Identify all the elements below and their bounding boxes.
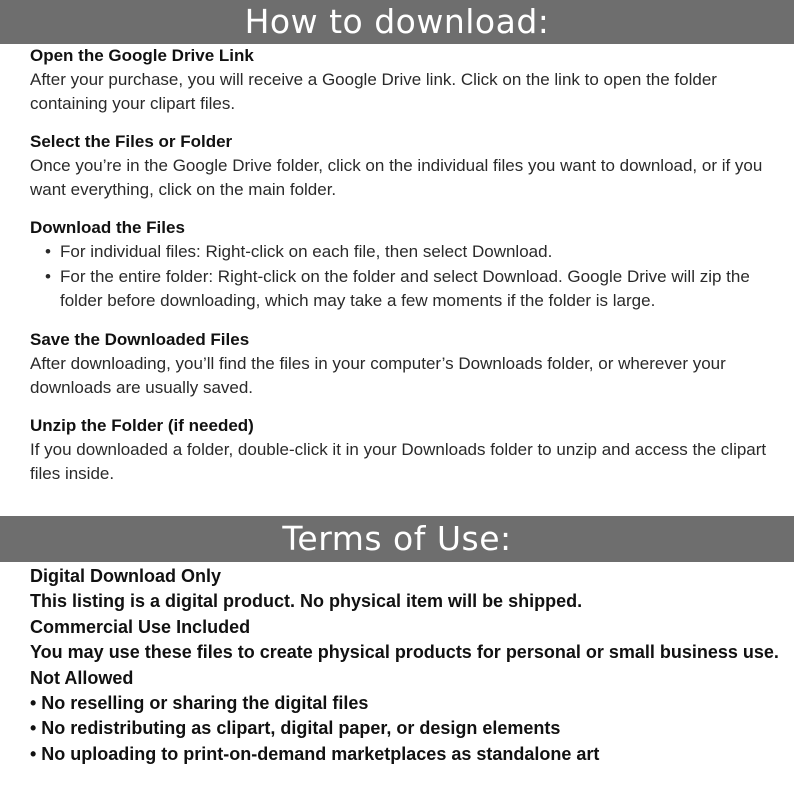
list-item — [30, 240, 780, 265]
how-to-download-title: How to download: — [244, 2, 550, 41]
terms-heading-not-allowed: Not Allowed — [30, 667, 134, 688]
step-text: If you downloaded a folder, double-click it in your Downloads folder to unzip and access the clipart files inside. — [30, 439, 767, 483]
terms-of-use-content — [30, 564, 780, 767]
terms-restriction-item: • No reselling or sharing the digital files — [30, 693, 369, 714]
terms-text-commercial-use: You may use these files to create physical products for personal or small business use. — [30, 642, 779, 663]
step-download-files — [30, 216, 780, 314]
step-save-files — [30, 328, 780, 400]
terms-text-digital-product: This listing is a digital product. No physical item will be shipped. — [30, 591, 583, 612]
terms-heading-digital-download: Digital Download Only — [30, 566, 222, 586]
step-heading: Select the Files or Folder — [30, 132, 233, 151]
step-open-link — [30, 44, 780, 116]
step-select-files — [30, 130, 780, 202]
how-to-download-banner — [0, 0, 794, 44]
step-heading: Download the Files — [30, 218, 185, 237]
terms-restriction-item: • No uploading to print-on-demand marketplaces as standalone art — [30, 743, 600, 764]
step-heading: Unzip the Folder (if needed) — [30, 415, 254, 435]
download-instructions — [30, 44, 780, 500]
step-heading: Save the Downloaded Files — [30, 329, 250, 349]
step-text: Once you’re in the Google Drive folder, click on the individual files you want to download, or if you want everything, click on the main folder. — [30, 156, 763, 199]
terms-heading-commercial-use: Commercial Use Included — [30, 616, 251, 637]
step-unzip-folder — [30, 414, 780, 486]
terms-of-use-banner — [0, 516, 794, 562]
download-options-list — [30, 240, 780, 314]
bullet-icon: • — [45, 266, 51, 286]
terms-restriction-item: • No redistributing as clipart, digital paper, or design elements — [30, 718, 561, 739]
terms-of-use-title: Terms of Use: — [282, 519, 512, 558]
list-item-text: For the entire folder: Right-click on the folder and select Download. Google Drive will zip the folder before downloading, which may take a few moments if the folder is large. — [60, 266, 750, 310]
list-item — [30, 265, 780, 314]
list-item-text: For individual files: Right-click on each file, then select Download. — [60, 242, 553, 261]
step-heading: Open the Google Drive Link — [30, 46, 254, 65]
bullet-icon: • — [45, 242, 51, 261]
step-text: After your purchase, you will receive a Google Drive link. Click on the link to open the folder containing your clipart files. — [30, 70, 717, 113]
step-text: After downloading, you’ll find the files in your computer’s Downloads folder, or wherever your downloads are usually saved. — [30, 353, 726, 397]
